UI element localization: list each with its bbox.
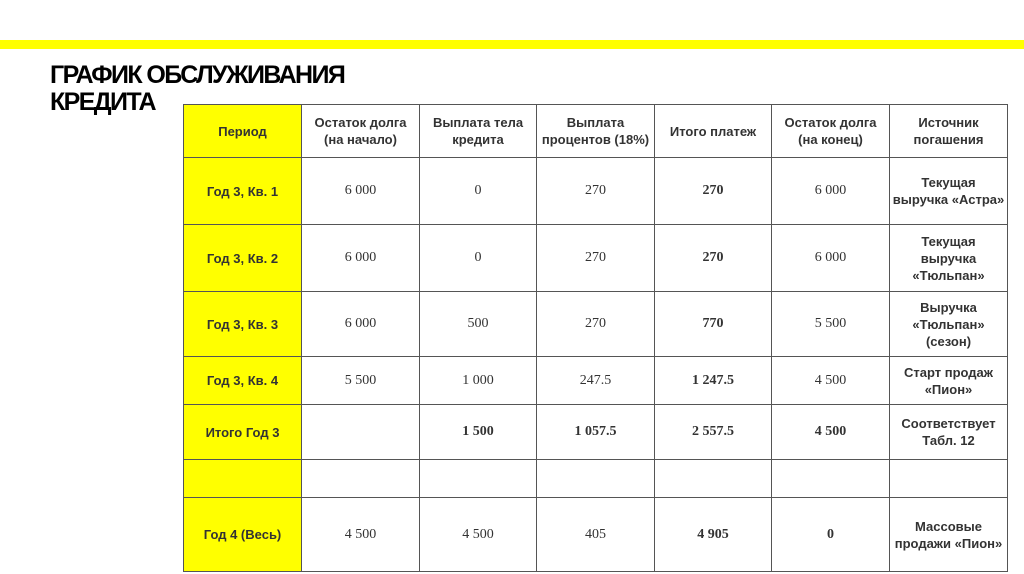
cell-principal: 500 [420, 292, 537, 357]
cell-debt-start: 4 500 [302, 498, 420, 572]
cell-period: Год 3, Кв. 4 [184, 357, 302, 405]
cell-interest: 270 [537, 225, 655, 292]
cell-source: Текущая выручка «Астра» [890, 158, 1008, 225]
cell-period [184, 460, 302, 498]
cell-debt-start: 5 500 [302, 357, 420, 405]
cell-debt-end: 0 [772, 498, 890, 572]
cell-total-payment: 4 905 [655, 498, 772, 572]
cell-source: Массовые продажи «Пион» [890, 498, 1008, 572]
table-row [184, 498, 1008, 572]
cell-total-payment: 270 [655, 158, 772, 225]
loan-schedule-table [183, 104, 1008, 572]
cell-interest: 247.5 [537, 357, 655, 405]
cell-debt-end: 4 500 [772, 357, 890, 405]
cell-period: Год 3, Кв. 1 [184, 158, 302, 225]
cell-principal: 1 000 [420, 357, 537, 405]
cell-total-payment [655, 460, 772, 498]
header-period: Период [184, 105, 302, 158]
cell-debt-end [772, 460, 890, 498]
table-row [184, 292, 1008, 357]
cell-principal [420, 460, 537, 498]
cell-principal: 1 500 [420, 405, 537, 460]
header-row [184, 105, 1008, 158]
cell-total-payment: 770 [655, 292, 772, 357]
cell-total-payment: 2 557.5 [655, 405, 772, 460]
table-row [184, 225, 1008, 292]
cell-principal: 0 [420, 158, 537, 225]
cell-total-payment: 270 [655, 225, 772, 292]
cell-interest: 270 [537, 292, 655, 357]
header-debt-start: Остаток долга (на начало) [302, 105, 420, 158]
cell-debt-start: 6 000 [302, 158, 420, 225]
cell-period: Год 3, Кв. 3 [184, 292, 302, 357]
cell-source: Соответствует Табл. 12 [890, 405, 1008, 460]
table-row [184, 405, 1008, 460]
header-principal: Выплата тела кредита [420, 105, 537, 158]
cell-debt-end: 5 500 [772, 292, 890, 357]
cell-debt-start: 6 000 [302, 225, 420, 292]
cell-source: Выручка «Тюльпан» (сезон) [890, 292, 1008, 357]
cell-principal: 0 [420, 225, 537, 292]
cell-period: Итого Год 3 [184, 405, 302, 460]
cell-debt-start [302, 405, 420, 460]
accent-stripe [0, 40, 1024, 49]
page-title: ГРАФИК ОБСЛУЖИВАНИЯ КРЕДИТА [50, 61, 345, 116]
table-row [184, 357, 1008, 405]
cell-debt-start [302, 460, 420, 498]
table-row [184, 158, 1008, 225]
table-row-empty [184, 460, 1008, 498]
cell-source [890, 460, 1008, 498]
header-debt-end: Остаток долга (на конец) [772, 105, 890, 158]
cell-interest: 270 [537, 158, 655, 225]
cell-period: Год 3, Кв. 2 [184, 225, 302, 292]
cell-period: Год 4 (Весь) [184, 498, 302, 572]
cell-source: Текущая выручка «Тюльпан» [890, 225, 1008, 292]
cell-total-payment: 1 247.5 [655, 357, 772, 405]
cell-principal: 4 500 [420, 498, 537, 572]
header-total-payment: Итого платеж [655, 105, 772, 158]
cell-interest: 405 [537, 498, 655, 572]
cell-debt-start: 6 000 [302, 292, 420, 357]
cell-interest: 1 057.5 [537, 405, 655, 460]
cell-source: Старт продаж «Пион» [890, 357, 1008, 405]
cell-interest [537, 460, 655, 498]
cell-debt-end: 6 000 [772, 225, 890, 292]
header-interest: Выплата процентов (18%) [537, 105, 655, 158]
cell-debt-end: 4 500 [772, 405, 890, 460]
header-source: Источник погашения [890, 105, 1008, 158]
cell-debt-end: 6 000 [772, 158, 890, 225]
